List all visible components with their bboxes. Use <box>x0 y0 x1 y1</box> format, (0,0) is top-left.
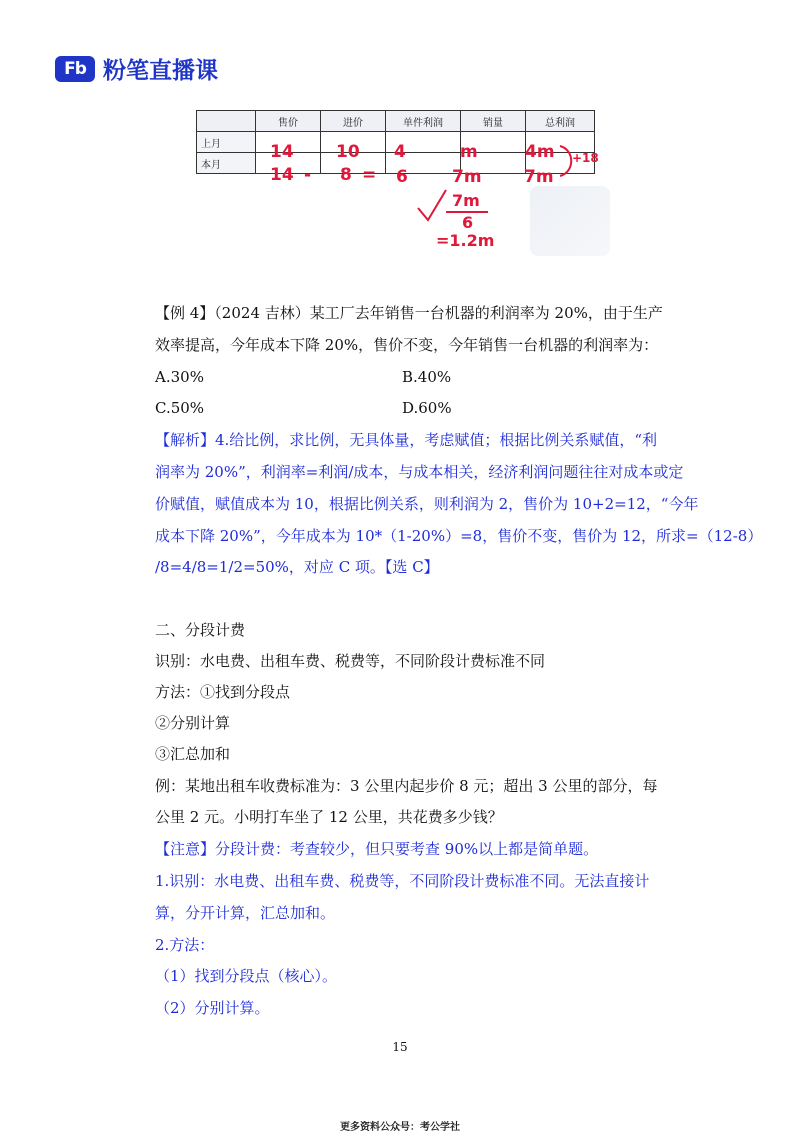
hw-text: 6 <box>462 213 474 232</box>
section-text: ②分别计算 <box>155 714 231 732</box>
note-text: 算，分开计算，汇总加和。 <box>155 904 336 922</box>
section-text: 识别：水电费、出租车费、税费等，不同阶段计费标准不同 <box>155 652 546 670</box>
brand-logo <box>55 52 218 85</box>
note-text: （1）找到分段点（核心）。 <box>155 967 338 985</box>
hw-text: =1.2m <box>436 231 495 250</box>
hw-text: 14 <box>270 142 294 162</box>
hw-text: 4 <box>394 142 406 162</box>
table-header-cell: 进价 <box>321 111 386 132</box>
analysis-text: 润率为 20%”，利润率=利润/成本，与成本相关，经济利润问题往往对成本或定 <box>155 463 684 481</box>
hw-text: +18 <box>572 151 599 165</box>
option-a: A.30% <box>155 368 204 386</box>
footer-text: 更多资料公众号：考公学社 <box>340 1122 460 1133</box>
table-row <box>197 153 595 174</box>
hw-text: 7m <box>452 167 482 187</box>
table-row-label: 上月 <box>197 132 256 153</box>
option-b: B.40% <box>402 368 452 386</box>
hw-text: m <box>460 142 478 162</box>
note-text: 2.方法： <box>155 936 215 954</box>
table-header-cell <box>197 111 256 132</box>
hw-text: 7m <box>524 167 554 187</box>
example-text: 效率提高，今年成本下降 20%，售价不变，今年销售一台机器的利润率为： <box>155 336 659 354</box>
option-c: C.50% <box>155 399 205 417</box>
profit-table <box>196 110 595 174</box>
section-text: 方法：①找到分段点 <box>155 683 291 701</box>
hw-text: = <box>362 165 377 185</box>
brand-logo-mark: Fb <box>55 56 95 82</box>
table-header-cell: 销量 <box>461 111 526 132</box>
watermark-image <box>530 186 610 256</box>
table-row <box>197 132 595 153</box>
section-text: 公里 2 元。小明打车坐了 12 公里，共花费多少钱？ <box>155 808 503 826</box>
section-title: 二、分段计费 <box>155 621 246 639</box>
hw-text: - <box>304 165 312 185</box>
table-row-label: 本月 <box>197 153 256 174</box>
analysis-text: 成本下降 20%”，今年成本为 10*（1-20%）=8，售价不变，售价为 12，所求=（12-8） <box>155 527 763 545</box>
hw-text: 7m <box>452 191 480 210</box>
section-text: ③汇总加和 <box>155 745 231 763</box>
table-header-row <box>197 111 595 132</box>
hw-text: 4m <box>525 142 555 162</box>
note-text: 1.识别：水电费、出租车费、税费等，不同阶段计费标准不同。无法直接计 <box>155 872 650 890</box>
hw-check <box>418 190 446 220</box>
table-header-cell: 总利润 <box>526 111 595 132</box>
analysis-text: 价赋值，赋值成本为 10，根据比例关系，则利润为 2，售价为 10+2=12，“今年 <box>155 495 699 513</box>
page-number: 15 <box>392 1040 408 1054</box>
hw-text: 14 <box>270 165 294 185</box>
table-header-cell: 单件利润 <box>386 111 461 132</box>
brand-logo-text: 粉笔直播课 <box>103 58 218 84</box>
option-d: D.60% <box>402 399 452 417</box>
hw-text: 8 <box>340 165 352 185</box>
table-header-cell: 售价 <box>256 111 321 132</box>
example-text: 【例 4】（2024 吉林）某工厂去年销售一台机器的利润率为 20%，由于生产 <box>155 304 663 322</box>
section-text: 例：某地出租车收费标准为：3 公里内起步价 8 元；超出 3 公里的部分，每 <box>155 777 658 795</box>
analysis-text: /8=4/8=1/2=50%，对应 C 项。【选 C】 <box>155 558 439 576</box>
note-text: （2）分别计算。 <box>155 999 270 1017</box>
analysis-text: 【解析】4.给比例，求比例，无具体量，考虑赋值；根据比例关系赋值，“利 <box>155 431 657 449</box>
hw-text: 6 <box>396 167 408 187</box>
note-text: 【注意】分段计费：考查较少，但只要考查 90%以上都是简单题。 <box>155 840 599 858</box>
hw-text: 10 <box>336 142 360 162</box>
